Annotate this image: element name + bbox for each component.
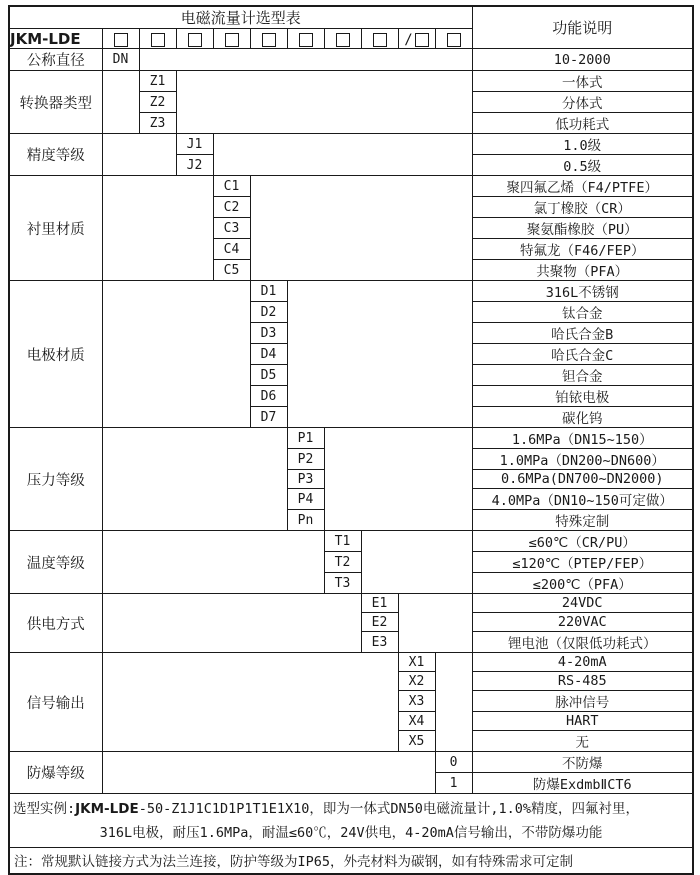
desc-cell: 钽合金	[472, 365, 693, 386]
code-cell: E1	[361, 594, 398, 613]
checkbox-icon	[262, 33, 276, 47]
filler-cell	[176, 71, 472, 134]
title-row	[9, 6, 693, 29]
code-cell: 0	[435, 752, 472, 773]
note-row	[9, 848, 693, 874]
code-cell: DN	[102, 49, 139, 71]
checkbox-icon	[151, 33, 165, 47]
code-cell: X4	[398, 712, 435, 731]
desc-cell: HART	[472, 712, 693, 731]
code-cell: J1	[176, 134, 213, 155]
code-cell: P1	[287, 428, 324, 449]
group-label: 信号输出	[9, 653, 102, 752]
filler-cell	[398, 594, 472, 653]
example-cell	[9, 794, 693, 848]
code-cell: P2	[287, 449, 324, 470]
group-label: 温度等级	[9, 531, 102, 594]
example-line1	[13, 797, 689, 821]
desc-cell: 316L不锈钢	[472, 281, 693, 302]
filler-cell	[102, 594, 361, 653]
filler-cell	[102, 653, 398, 752]
function-description-header: 功能说明	[472, 6, 693, 49]
filler-cell	[102, 281, 250, 428]
model-code-cell	[435, 29, 472, 49]
desc-cell: 氯丁橡胶（CR）	[472, 197, 693, 218]
code-cell: C5	[213, 260, 250, 281]
filler-cell	[102, 531, 324, 594]
code-cell: E2	[361, 613, 398, 632]
desc-cell: 聚四氟乙烯（F4/PTFE）	[472, 176, 693, 197]
desc-cell: 锂电池（仅限低功耗式）	[472, 632, 693, 653]
table-footer-section	[9, 794, 693, 874]
code-cell: D3	[250, 323, 287, 344]
group-label: 衬里材质	[9, 176, 102, 281]
group-label: 转换器类型	[9, 71, 102, 134]
model-code-cell	[287, 29, 324, 49]
model-code-cell	[398, 29, 435, 49]
desc-cell: 哈氏合金B	[472, 323, 693, 344]
table-row	[9, 428, 693, 449]
desc-cell: 低功耗式	[472, 113, 693, 134]
code-cell: J2	[176, 155, 213, 176]
desc-cell: 不防爆	[472, 752, 693, 773]
checkbox-icon	[336, 33, 350, 47]
desc-cell: 铂铱电极	[472, 386, 693, 407]
model-code-cell	[139, 29, 176, 49]
example-label: 选型实例:	[13, 800, 76, 817]
table-row	[9, 281, 693, 302]
example-model-code: JKM-LDE	[75, 800, 139, 817]
code-cell: P3	[287, 470, 324, 489]
code-cell: Z3	[139, 113, 176, 134]
filler-cell	[213, 134, 472, 176]
desc-cell: ≤60℃（CR/PU）	[472, 531, 693, 552]
filler-cell	[102, 752, 435, 794]
desc-cell: RS-485	[472, 672, 693, 691]
filler-cell	[287, 281, 472, 428]
filler-cell	[102, 134, 176, 176]
checkbox-icon	[188, 33, 202, 47]
selection-table	[8, 5, 694, 875]
slash-separator: /	[404, 31, 413, 48]
code-cell: T2	[324, 552, 361, 573]
desc-cell: ≤200℃（PFA）	[472, 573, 693, 594]
code-cell: X1	[398, 653, 435, 672]
model-code-cell	[102, 29, 139, 49]
filler-cell	[139, 49, 472, 71]
desc-cell: 特氟龙（F46/FEP）	[472, 239, 693, 260]
group-label: 压力等级	[9, 428, 102, 531]
checkbox-icon	[299, 33, 313, 47]
table-row	[9, 531, 693, 552]
model-code-cell	[250, 29, 287, 49]
table-title: 电磁流量计选型表	[9, 6, 472, 29]
model-code-cell	[361, 29, 398, 49]
desc-cell: 220VAC	[472, 613, 693, 632]
desc-cell: 1.6MPa（DN15~150）	[472, 428, 693, 449]
code-cell: T3	[324, 573, 361, 594]
group-label: 供电方式	[9, 594, 102, 653]
filler-cell	[361, 531, 472, 594]
filler-cell	[102, 428, 287, 531]
desc-cell: 特殊定制	[472, 510, 693, 531]
code-cell: C3	[213, 218, 250, 239]
checkbox-icon	[114, 33, 128, 47]
code-cell: C4	[213, 239, 250, 260]
code-cell: D6	[250, 386, 287, 407]
code-cell: X5	[398, 731, 435, 752]
table-row	[9, 752, 693, 773]
checkbox-icon	[447, 33, 461, 47]
code-cell: X2	[398, 672, 435, 691]
code-cell: T1	[324, 531, 361, 552]
desc-cell: 钛合金	[472, 302, 693, 323]
selection-table-body	[9, 49, 693, 794]
group-label: 电极材质	[9, 281, 102, 428]
desc-cell: 4-20mA	[472, 653, 693, 672]
table-row	[9, 653, 693, 672]
desc-cell: 1.0级	[472, 134, 693, 155]
group-label: 防爆等级	[9, 752, 102, 794]
desc-cell: 碳化钨	[472, 407, 693, 428]
table-row	[9, 134, 693, 155]
example-line2: 316L电极，耐压1.6MPa，耐温≤60℃，24V供电，4-20mA信号输出，不带防爆功能	[99, 824, 603, 841]
example-row	[9, 794, 693, 848]
group-label: 精度等级	[9, 134, 102, 176]
model-code-cell	[324, 29, 361, 49]
filler-cell	[250, 176, 472, 281]
filler-cell	[324, 428, 472, 531]
table-header-section	[9, 6, 693, 49]
desc-cell: 脉冲信号	[472, 691, 693, 712]
filler-cell	[102, 71, 139, 134]
code-cell: D1	[250, 281, 287, 302]
desc-cell: 1.0MPa（DN200~DN600）	[472, 449, 693, 470]
model-code-cell	[176, 29, 213, 49]
desc-cell: 哈氏合金C	[472, 344, 693, 365]
filler-cell	[435, 653, 472, 752]
filler-cell	[102, 176, 213, 281]
code-cell: Z1	[139, 71, 176, 92]
desc-cell: 0.5级	[472, 155, 693, 176]
table-row	[9, 71, 693, 92]
desc-cell: ≤120℃（PTEP/FEP）	[472, 552, 693, 573]
checkbox-icon	[373, 33, 387, 47]
desc-cell: 防爆ExdmbⅡCT6	[472, 773, 693, 794]
code-cell: C1	[213, 176, 250, 197]
desc-cell: 聚氨酯橡胶（PU）	[472, 218, 693, 239]
code-cell: D7	[250, 407, 287, 428]
table-row	[9, 49, 693, 71]
code-cell: D5	[250, 365, 287, 386]
table-row	[9, 594, 693, 613]
desc-cell: 共聚物（PFA）	[472, 260, 693, 281]
group-label: 公称直径	[9, 49, 102, 71]
example-rest: -50-Z1J1C1D1P1T1E1X10，即为一体式DN50电磁流量计,1.0%精度，四氟衬里，	[138, 800, 640, 817]
code-cell: C2	[213, 197, 250, 218]
model-code-cell	[213, 29, 250, 49]
code-cell: X3	[398, 691, 435, 712]
desc-cell: 一体式	[472, 71, 693, 92]
code-cell: Pn	[287, 510, 324, 531]
desc-cell: 0.6MPa(DN700~DN2000)	[472, 470, 693, 489]
desc-cell: 分体式	[472, 92, 693, 113]
desc-cell: 10-2000	[472, 49, 693, 71]
desc-cell: 无	[472, 731, 693, 752]
code-cell: E3	[361, 632, 398, 653]
desc-cell: 4.0MPa（DN10~150可定做）	[472, 489, 693, 510]
code-cell: P4	[287, 489, 324, 510]
checkbox-icon	[415, 33, 429, 47]
code-cell: 1	[435, 773, 472, 794]
table-row	[9, 176, 693, 197]
code-cell: Z2	[139, 92, 176, 113]
code-cell: D4	[250, 344, 287, 365]
checkbox-icon	[225, 33, 239, 47]
desc-cell: 24VDC	[472, 594, 693, 613]
note-text: 注：常规默认链接方式为法兰连接，防护等级为IP65，外壳材料为碳钢，如有特殊需求可定制	[9, 848, 693, 874]
model-prefix: JKM-LDE	[9, 29, 102, 49]
code-cell: D2	[250, 302, 287, 323]
